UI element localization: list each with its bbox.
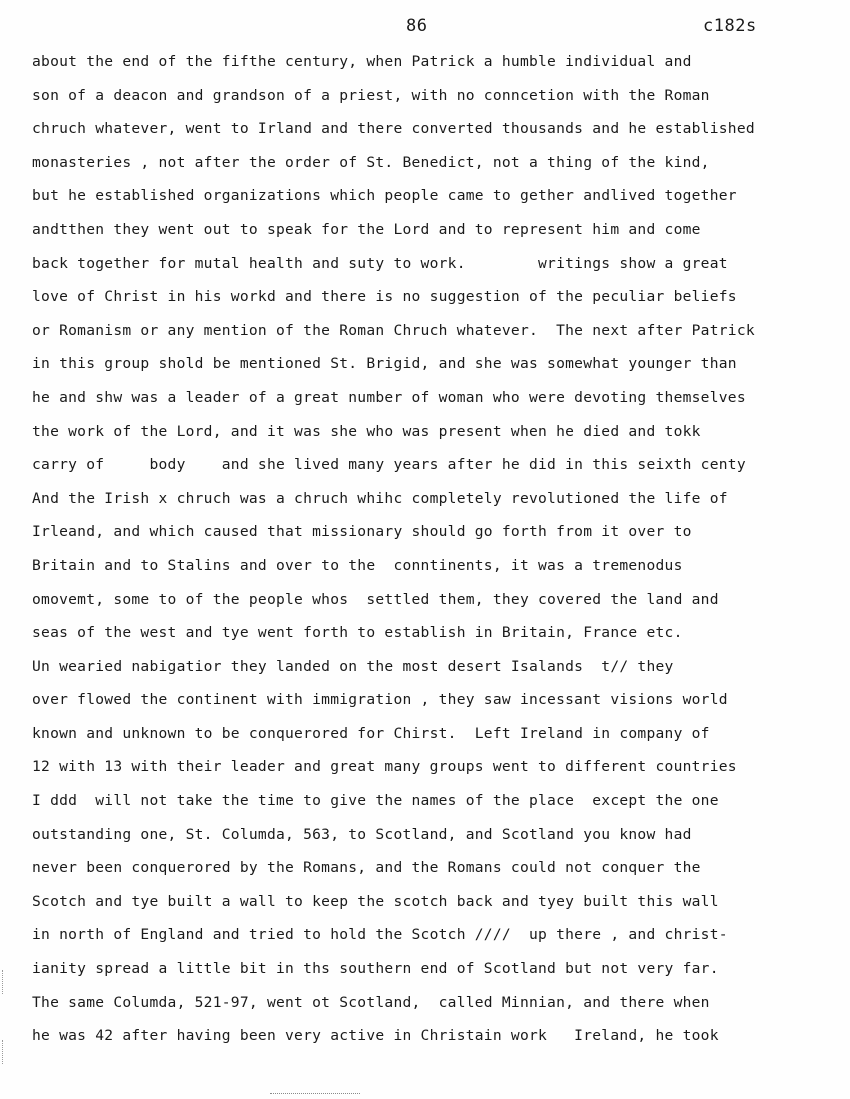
scan-edge-mark	[2, 970, 4, 994]
document-code: c182s	[703, 16, 757, 36]
text-line: or Romanism or any mention of the Roman Chruch whatever. The next after Patrick	[32, 321, 755, 339]
text-line: The same Columda, 521-97, went ot Scotland, called Minnian, and there when	[32, 993, 710, 1011]
text-line: andtthen they went out to speak for the Lord and to represent him and come	[32, 220, 701, 238]
text-line: in north of England and tried to hold the Scotch //// up there , and christ-	[32, 926, 728, 944]
text-line: son of a deacon and grandson of a priest, with no conncetion with the Roman	[32, 86, 710, 104]
text-line: over flowed the continent with immigration , they saw incessant visions world	[32, 691, 728, 709]
text-line: about the end of the fifthe century, when Patrick a humble individual and	[32, 53, 692, 70]
text-line: Britain and to Stalins and over to the conntinents, it was a tremenodus	[32, 556, 683, 574]
text-line: carry of body and she lived many years after he did in this seixth centy	[32, 456, 746, 474]
text-line: love of Christ in his workd and there is no suggestion of the peculiar beliefs	[32, 288, 737, 306]
text-line: ianity spread a little bit in ths southern end of Scotland but not very far.	[32, 960, 719, 978]
text-line: known and unknown to be conquerored for Chirst. Left Ireland in company of	[32, 724, 710, 742]
text-line: the work of the Lord, and it was she who was present when he died and tokk	[32, 422, 701, 440]
text-line: Irleand, and which caused that missionary should go forth from it over to	[32, 523, 692, 541]
text-line: back together for mutal health and suty to work. writings show a great	[32, 254, 728, 272]
text-line: never been conquerored by the Romans, and the Romans could not conquer the	[32, 859, 701, 877]
text-line: outstanding one, St. Columda, 563, to Scotland, and Scotland you know had	[32, 825, 692, 843]
text-line: Un wearied nabigatior they landed on the most desert Isalands t// they	[32, 657, 674, 675]
text-line: in this group shold be mentioned St. Brigid, and she was somewhat younger than	[32, 355, 737, 373]
text-line: he was 42 after having been very active in Christain work Ireland, he took	[32, 1027, 719, 1045]
text-line: And the Irish x chruch was a chruch whihc completely revolutioned the life of	[32, 489, 728, 507]
text-line: 12 with 13 with their leader and great many groups went to different countries	[32, 758, 737, 776]
text-line: but he established organizations which people came to gether andlived together	[32, 187, 737, 205]
page-number: 86	[406, 16, 428, 36]
scan-edge-mark	[2, 1040, 4, 1064]
text-line: he and shw was a leader of a great number of woman who were devoting themselves	[32, 388, 746, 406]
text-line: I ddd will not take the time to give the names of the place except the one	[32, 792, 719, 810]
text-line: chruch whatever, went to Irland and there converted thousands and he established	[32, 120, 755, 138]
body-text	[32, 50, 842, 1058]
text-line: monasteries , not after the order of St. Benedict, not a thing of the kind,	[32, 153, 710, 171]
text-line: Scotch and tye built a wall to keep the scotch back and tyey built this wall	[32, 892, 719, 910]
text-line: omovemt, some to of the people whos settled them, they covered the land and	[32, 590, 719, 608]
scan-smudge	[270, 1093, 360, 1096]
text-line: seas of the west and tye went forth to establish in Britain, France etc.	[32, 624, 683, 642]
